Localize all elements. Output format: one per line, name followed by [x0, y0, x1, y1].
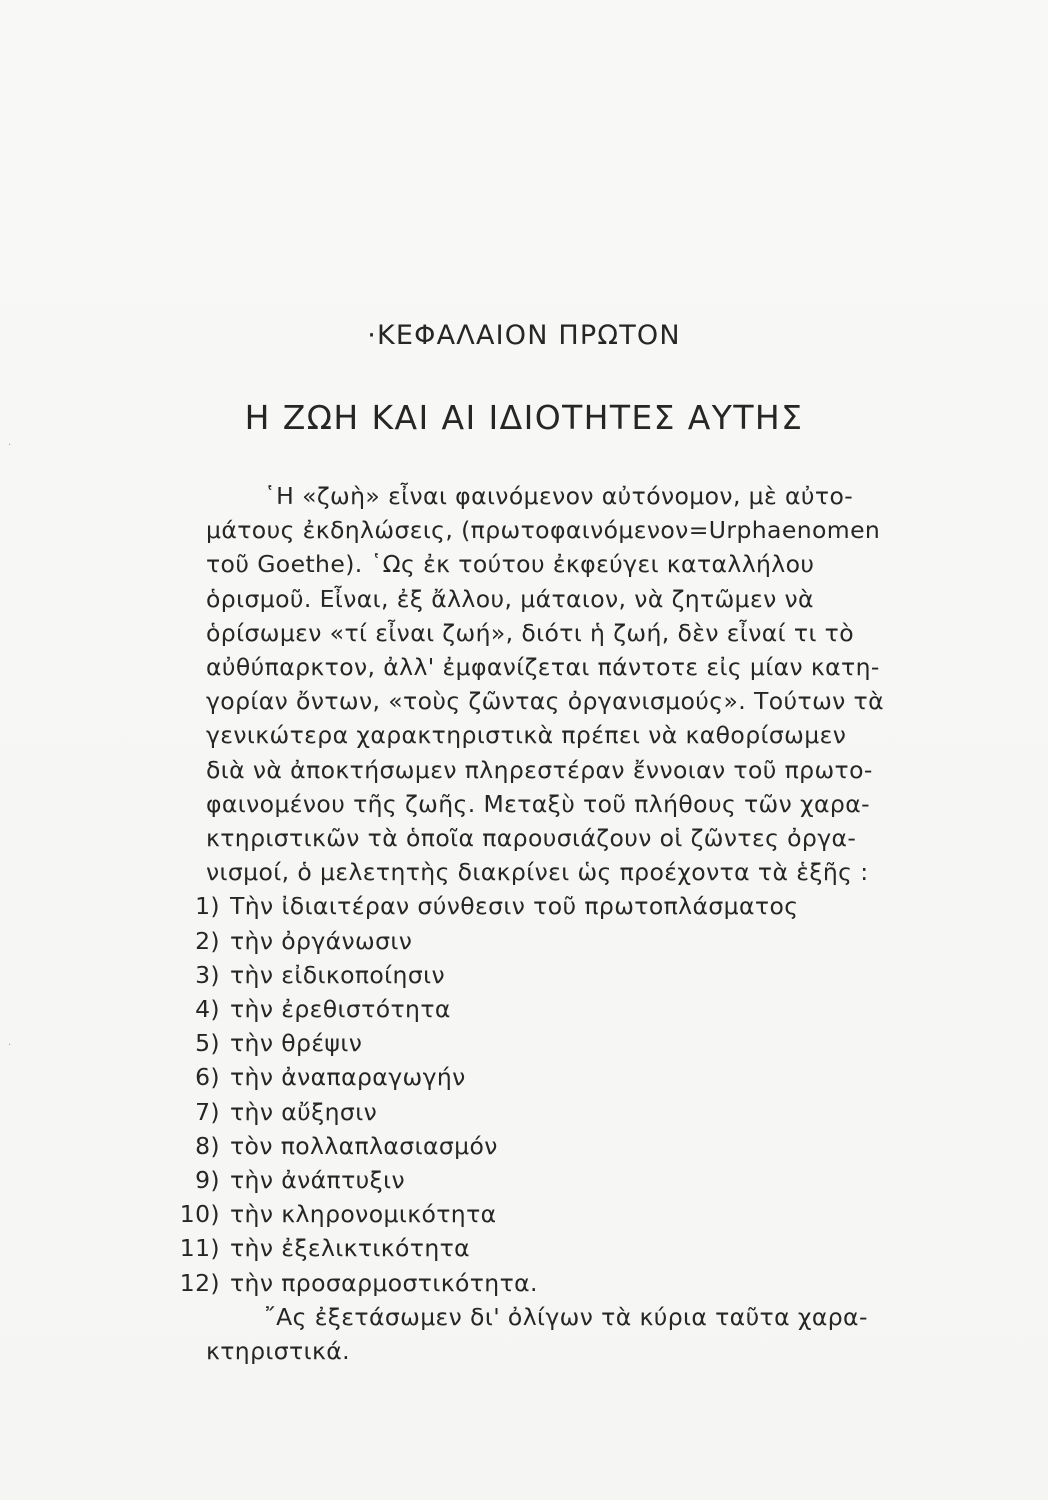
list-text: τὴν ἐξελικτικότητα [230, 1234, 471, 1263]
paragraph-line: φαινομένου τῆς ζωῆς. Μεταξὺ τοῦ πλήθους τῶν χαρα- [206, 789, 870, 818]
paragraph-line: κτηριστικά. [206, 1337, 350, 1366]
list-item [148, 1026, 868, 1060]
list-item [148, 1129, 868, 1163]
list-item [148, 889, 868, 923]
list-item [148, 958, 868, 992]
list-text: Τὴν ἰδιαιτέραν σύνθεσιν τοῦ πρωτοπλάσματος [230, 892, 799, 921]
list-item [148, 1095, 868, 1129]
paragraph-line: κτηριστικῶν τὰ ὁποῖα παρουσιάζουν οἱ ζῶντες ὀργα- [206, 824, 857, 853]
list-number: 5) [195, 1029, 220, 1058]
list-number: 1) [195, 892, 220, 921]
paragraph-line: ῎Ας ἐξετάσωμεν δι' ὀλίγων τὰ κύρια ταῦτα χαρα- [264, 1302, 868, 1331]
list-number: 12) [179, 1268, 220, 1297]
paragraph-line: μάτους ἐκδηλώσεις, (πρωτοφαινόμενον=Urphaenomen [206, 516, 881, 545]
list-text: τὴν κληρονομικότητα [230, 1200, 497, 1229]
list-text: τὴν ἀνάπτυξιν [230, 1166, 406, 1195]
list-text: τὴν θρέψιν [230, 1029, 363, 1058]
list-item [148, 1197, 868, 1231]
chapter-title: Η ΖΩΗ ΚΑΙ ΑΙ ΙΔΙΟΤΗΤΕΣ ΑΥΤΗΣ [244, 398, 804, 437]
list-item [148, 992, 868, 1026]
intro-paragraph [148, 479, 884, 889]
list-item [148, 1060, 868, 1094]
list-item [148, 1163, 868, 1197]
list-number: 6) [195, 1063, 220, 1092]
paragraph-line: διὰ νὰ ἀποκτήσωμεν πληρεστέραν ἔννοιαν τοῦ πρωτο- [206, 755, 873, 784]
list-number: 8) [195, 1131, 220, 1160]
list-number: 9) [195, 1166, 220, 1195]
list-item [148, 1231, 868, 1265]
list-text: τὴν εἰδικοποίησιν [230, 960, 445, 989]
margin-speck: · [8, 440, 12, 451]
list-number: 4) [195, 995, 220, 1024]
paragraph-line: τοῦ Goethe). ῾Ως ἐκ τούτου ἐκφεύγει καταλλήλου [206, 550, 815, 579]
list-text: τὴν ὀργάνωσιν [230, 926, 413, 955]
list-number: 3) [195, 960, 220, 989]
list-text: τὸν πολλαπλασιασμόν [230, 1131, 498, 1160]
paragraph-line: γορίαν ὄντων, «τοὺς ζῶντας ὀργανισμούς». Τούτων τὰ [206, 687, 884, 716]
closing-paragraph [148, 1300, 868, 1368]
list-number: 11) [179, 1234, 220, 1263]
list-item [148, 924, 868, 958]
paragraph-line: γενικώτερα χαρακτηριστικὰ πρέπει νὰ καθορίσωμεν [206, 721, 847, 750]
margin-speck: · [8, 1040, 12, 1051]
list-number: 7) [195, 1097, 220, 1126]
list-number: 2) [195, 926, 220, 955]
body-text [148, 479, 884, 1368]
list-item [148, 1266, 868, 1300]
chapter-heading: ·ΚΕΦΑΛΑΙΟΝ ΠΡΩΤΟΝ [367, 320, 681, 351]
paragraph-line: ὁρισμοῦ. Εἶναι, ἐξ ἄλλου, μάταιον, νὰ ζητῶμεν νὰ [206, 584, 814, 613]
list-text: τὴν ἐρεθιστότητα [230, 995, 451, 1024]
paragraph-line: ὁρίσωμεν «τί εἶναι ζωή», διότι ἡ ζωή, δὲν εἶναί τι τὸ [206, 618, 854, 647]
list-text: τὴν προσαρμοστικότητα. [230, 1268, 538, 1297]
paragraph-line: ῾Η «ζωὴ» εἶναι φαινόμενον αὐτόνομον, μὲ αὐτο- [264, 482, 854, 510]
list-text: τὴν ἀναπαραγωγήν [230, 1063, 466, 1092]
list-number: 10) [179, 1200, 220, 1229]
list-text: τὴν αὔξησιν [230, 1097, 378, 1126]
paragraph-line: αὐθύπαρκτον, ἀλλ' ἐμφανίζεται πάντοτε εἰς μίαν κατη- [206, 653, 880, 682]
paragraph-line: νισμοί, ὁ μελετητὴς διακρίνει ὡς προέχοντα τὰ ἑξῆς : [206, 858, 869, 887]
characteristics-list [148, 889, 868, 1299]
